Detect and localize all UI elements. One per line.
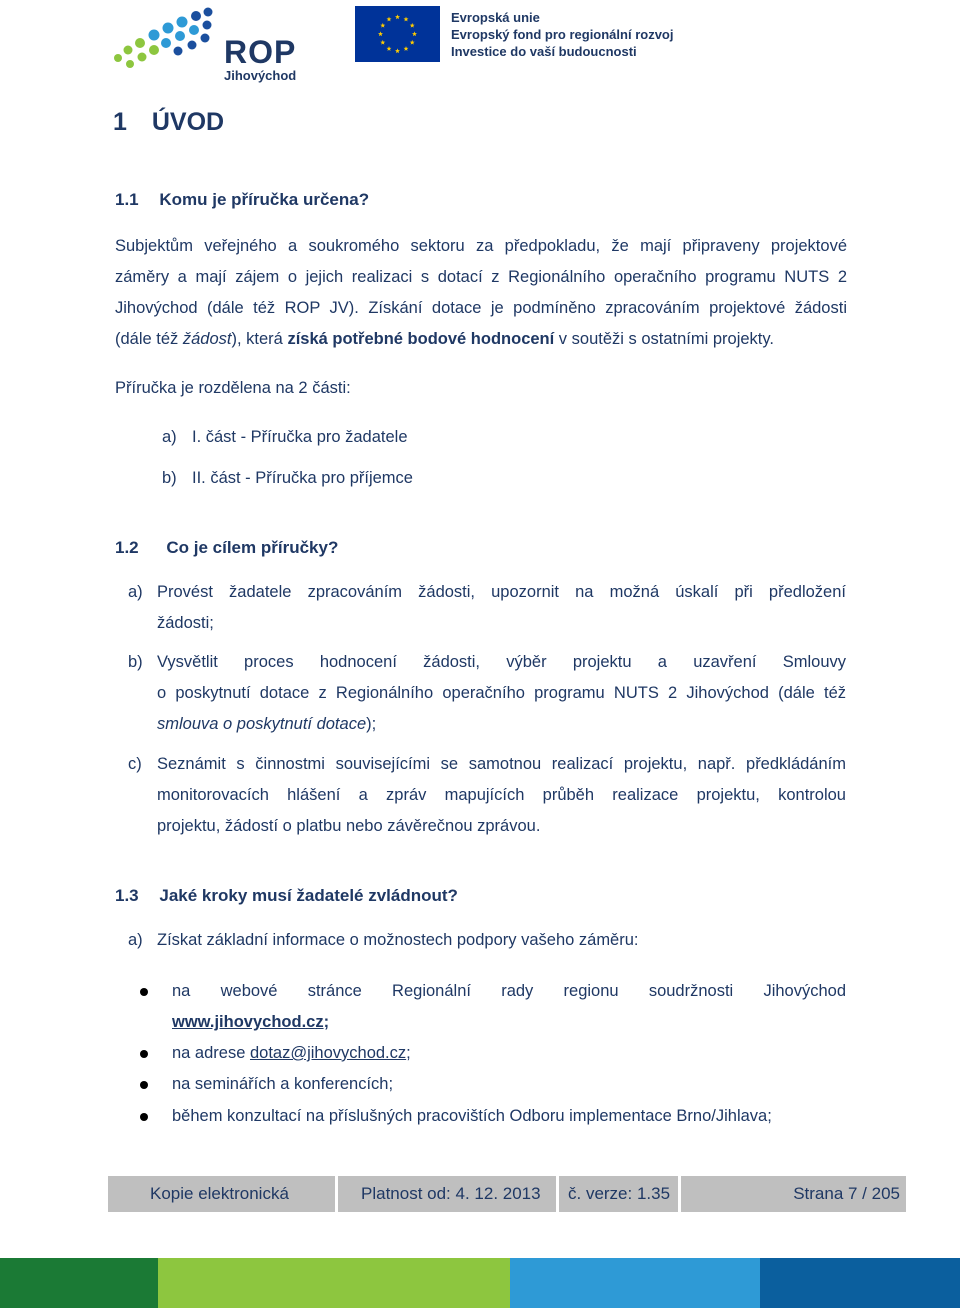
- list-item: [162, 422, 413, 463]
- footer-validity: Platnost od: 4. 12. 2013: [361, 1184, 541, 1203]
- steps-a-text: Získat základní informace o možnostech podpory vašeho záměru:: [157, 931, 639, 949]
- footer-copy: Kopie elektronická: [150, 1184, 289, 1203]
- bottom-color-strip: [0, 1258, 960, 1308]
- eu-logo-line2: Evropský fond pro regionální rozvoj: [451, 27, 674, 42]
- info-bullet-web-line-1: na webové stránce Regionální rady regionu soudržnosti Jihovýchod: [172, 982, 846, 1000]
- bullet-icon: [140, 988, 148, 996]
- footer-page: Strana 7 / 205: [793, 1184, 900, 1203]
- heading-1-3-number: 1.3: [115, 886, 139, 905]
- goal-c-marker: c): [128, 755, 142, 773]
- goal-b-marker: b): [128, 653, 143, 671]
- footer-version: č. verze: 1.35: [568, 1184, 671, 1203]
- info-bullet-consultations: během konzultací na příslušných pracovištích Odboru implementace Brno/Jihlava;: [172, 1107, 772, 1125]
- eu-logo: [355, 6, 675, 62]
- goal-c: [157, 749, 846, 842]
- goal-a-line-1: Provést žadatele zpracováním žádosti, upozornit na možná úskalí při předložení: [157, 583, 846, 601]
- intro-line-4-e: v soutěži s ostatními projekty.: [554, 330, 774, 348]
- footer-bar: [108, 1176, 906, 1212]
- parts-list: [162, 422, 413, 494]
- heading-1-number: 1: [113, 108, 127, 136]
- info-bullet-web-line-2: [172, 1007, 846, 1038]
- list-text: II. část - Příručka pro příjemce: [192, 469, 413, 487]
- web-link-end: ;: [323, 1013, 330, 1031]
- goal-a: [157, 577, 846, 639]
- list-marker: a): [162, 428, 177, 446]
- goal-c-line-1: Seznámit s činnostmi souvisejícími se samotnou realizací projektu, např. předkládáním: [157, 755, 846, 773]
- info-bullet-web: [172, 976, 846, 1038]
- heading-1-1-number: 1.1: [115, 190, 139, 209]
- heading-1-2-title: Co je cílem příručky?: [166, 538, 339, 557]
- heading-1-1: [115, 190, 369, 210]
- goal-a-line-2: žádosti;: [157, 614, 214, 632]
- goal-c-line-2: monitorovacích hlášení a zpráv mapujících průběh realizace projektu, kontrolou: [157, 786, 846, 804]
- rop-logo: [108, 6, 318, 84]
- info-bullet-seminars: na seminářích a konferencích;: [172, 1075, 394, 1093]
- intro-line-4: [115, 324, 847, 355]
- intro-line-1: Subjektům veřejného a soukromého sektoru za předpokladu, že mají připraveny projektové: [115, 237, 847, 255]
- intro-line-4-a: (dále též: [115, 330, 183, 348]
- goal-b-line-1: Vysvětlit proces hodnocení žádosti, výběr projektu a uzavření Smlouvy: [157, 653, 846, 671]
- info-bullet-email: [172, 1038, 411, 1069]
- goal-b-line-3: [157, 709, 846, 740]
- bullet-icon: [140, 1113, 148, 1121]
- info-bullet-email-text: na adrese: [172, 1044, 250, 1062]
- heading-1-1-title: Komu je příručka určena?: [159, 190, 370, 209]
- rop-dots-icon: [108, 6, 223, 84]
- goal-a-marker: a): [128, 583, 143, 601]
- heading-1-2-number: 1.2: [115, 538, 139, 557]
- intro-line-4-italic: žádost: [182, 330, 232, 348]
- intro-line-4-bold: získá potřebné bodové hodnocení: [287, 330, 555, 348]
- heading-1-title: ÚVOD: [151, 108, 225, 136]
- list-text: I. část - Příručka pro žadatele: [192, 428, 408, 446]
- intro-paragraph: [115, 231, 847, 355]
- list-item: [162, 463, 413, 494]
- footer-divider: [556, 1176, 559, 1212]
- strip-segment-dark-blue: [760, 1258, 960, 1308]
- rop-logo-region: Jihovýchod: [224, 68, 297, 83]
- goal-b-line-3-italic: smlouva o poskytnutí dotace: [157, 715, 367, 733]
- heading-1: [113, 108, 224, 137]
- goal-b-line-2: o poskytnutí dotace z Regionálního operačního programu NUTS 2 Jihovýchod (dále též: [157, 684, 846, 702]
- parts-intro: Příručka je rozdělena na 2 části:: [115, 379, 351, 397]
- web-link[interactable]: www.jihovychod.cz: [172, 1013, 324, 1031]
- bullet-icon: [140, 1050, 148, 1058]
- info-bullet-email-end: ;: [406, 1044, 411, 1062]
- footer-divider: [678, 1176, 681, 1212]
- intro-line-3: Jihovýchod (dále též ROP JV). Získání dotace je podmíněno zpracováním projektové žádosti: [115, 299, 847, 317]
- goal-c-line-3: projektu, žádostí o platbu nebo závěrečnou zprávou.: [157, 817, 541, 835]
- heading-1-2: [115, 538, 338, 558]
- goal-b: [157, 647, 846, 740]
- strip-segment-light-blue: [510, 1258, 760, 1308]
- footer-divider: [335, 1176, 338, 1212]
- goal-b-line-3-end: );: [366, 715, 377, 733]
- email-link[interactable]: dotaz@jihovychod.cz: [249, 1044, 407, 1062]
- strip-segment-light-green: [158, 1258, 510, 1308]
- strip-segment-dark-green: [0, 1258, 158, 1308]
- intro-line-2: záměry a mají zájem o jejich realizaci s dotací z Regionálního operačního programu NUTS 2: [115, 268, 847, 286]
- steps-a-marker: a): [128, 931, 143, 949]
- eu-flag-icon: [355, 6, 440, 62]
- list-marker: b): [162, 469, 177, 487]
- bullet-icon: [140, 1081, 148, 1089]
- heading-1-3-title: Jaké kroky musí žadatelé zvládnout?: [159, 886, 458, 905]
- heading-1-3: [115, 886, 458, 906]
- eu-logo-line3: Investice do vaší budoucnosti: [451, 44, 637, 59]
- intro-line-4-c: ), která: [231, 330, 288, 348]
- eu-logo-line1: Evropská unie: [451, 10, 540, 25]
- rop-logo-text: ROP: [224, 34, 297, 70]
